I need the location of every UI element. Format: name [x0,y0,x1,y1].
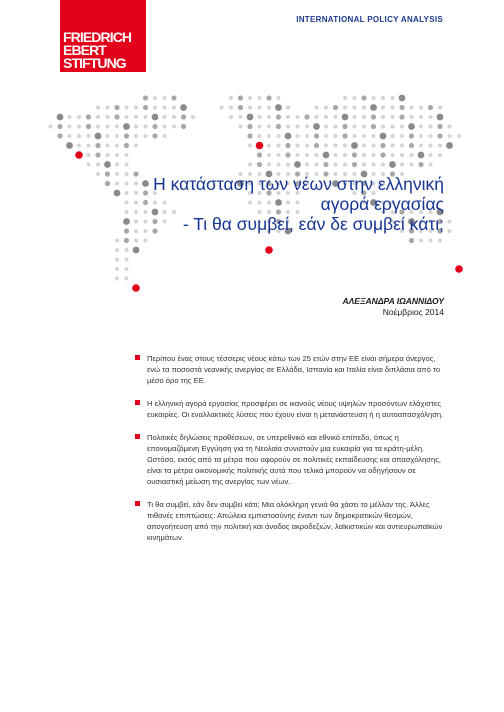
map-dot [334,134,338,138]
map-dot [372,144,376,148]
map-dot [362,125,366,129]
map-dot [77,115,81,119]
map-dot [171,95,176,100]
map-dot [153,96,157,100]
map-dot [248,106,252,110]
map-dot [313,123,320,130]
map-dot [68,115,72,119]
map-dot [381,106,385,110]
map-dot [448,125,452,129]
map-dot [381,115,385,119]
map-dot [429,134,433,138]
map-dot [124,133,129,138]
map-dot [362,134,366,138]
bullet-square-icon [135,501,140,506]
map-dot [362,144,366,148]
map-dot [123,123,130,130]
map-dot [125,267,129,271]
map-dot [87,134,91,138]
map-dot [410,106,414,110]
map-dot [362,115,366,119]
map-dot [247,114,254,121]
map-dot [95,152,100,157]
map-dot [352,162,357,167]
map-dot [286,115,290,119]
map-dot [418,152,425,159]
map-dot [399,105,404,110]
map-dot [238,105,243,110]
map-dot [343,106,347,110]
map-dot [438,239,442,243]
map-dot [134,115,138,119]
map-dot [410,115,414,119]
map-dot [448,220,452,224]
map-dot [296,115,300,119]
map-dot [115,248,119,252]
map-dot [380,152,385,157]
map-dot [229,106,233,110]
map-dot [77,144,81,148]
map-dot [391,125,395,129]
map-dot [419,125,423,129]
map-dot [446,142,453,149]
map-dot [305,144,309,148]
map-dot [267,134,271,138]
map-dot [334,153,338,157]
map-dot [305,125,309,129]
map-dot [362,106,366,110]
map-dot [381,125,385,129]
map-dot [391,153,395,157]
title-line-2: αγορά εργασίας [320,194,444,214]
map-dot [400,134,404,138]
title-line-3: - Τι θα συμβεί, εάν δε συμβεί κάτι; [182,214,444,234]
map-dot [238,95,243,100]
map-dot [342,133,347,138]
map-highlight-dot [132,284,140,292]
fes-logo [60,0,146,72]
map-dot [353,115,357,119]
map-dot [343,144,347,148]
map-dot [277,163,281,167]
map-dot [362,163,366,167]
map-dot [266,95,271,100]
map-dot [87,144,91,148]
list-item: Πολιτικές δηλώσεις προθέσεων, σε υπερεθνικό και εθνικό επίπεδο, όπως η επονομαζόμενη Εγγύηση για τη Νεολαία συνιστούν μια ευκαιρία για τα κράτη-μέλη. Ωστόσο, εκτός από τα μέτρα που αφορούν σε πολιτικές εκπαίδευσης και απασχόλησης, είναι τα μέτρα οικονομικής πολιτικής αυτά που τελικά μπορούν να οδηγήσουν σε ουσιαστική μείωση της ανεργίας των νέων. [135,432,445,487]
map-dot [314,143,319,148]
map-dot [315,163,319,167]
map-dot [152,114,159,121]
map-dot [334,163,338,167]
map-dot [372,163,376,167]
map-dot [315,106,319,110]
map-dot [419,115,423,119]
map-dot [125,248,129,252]
map-dot [115,163,119,167]
map-dot [66,142,73,149]
map-dot [371,114,376,119]
map-dot [153,106,157,110]
map-dot [380,133,387,140]
map-dot [106,125,110,129]
map-dot [286,125,290,129]
map-dot [163,125,167,129]
map-dot [87,163,91,167]
map-dot [115,277,119,281]
map-dot [400,163,404,167]
map-dot [315,153,319,157]
map-dot [419,239,423,243]
map-dot [134,144,138,148]
map-dot [115,125,119,129]
fes-logo-text: FRIEDRICH EBERT STIFTUNG [63,29,132,71]
map-dot [106,153,110,157]
map-dot [324,144,328,148]
map-dot [343,96,347,100]
map-dot [351,142,358,149]
map-dot [448,134,452,138]
map-dot [115,267,119,271]
map-dot [296,134,300,138]
map-dot [229,115,233,119]
map-dot [125,115,129,119]
map-dot [172,115,176,119]
map-dot [408,123,415,130]
map-dot [315,115,319,119]
map-dot [258,115,262,119]
map-dot [305,134,309,138]
map-dot [334,144,338,148]
map-dot [314,133,319,138]
map-dot [409,238,414,243]
map-dot [258,96,262,100]
map-dot [163,115,167,119]
map-dot [419,106,423,110]
map-dot [380,143,385,148]
map-dot [134,239,138,243]
summary-bullets [135,353,445,555]
map-dot [248,96,252,100]
map-dot [429,153,433,157]
map-dot [276,114,281,119]
map-dot [399,114,404,119]
map-dot [247,124,252,129]
map-dot [400,153,404,157]
map-dot [334,125,338,129]
map-dot [429,239,433,243]
map-dot [144,134,148,138]
map-dot [115,134,119,138]
map-dot [96,115,100,119]
map-dot [361,95,366,100]
map-dot [152,124,157,129]
map-dot [248,144,252,148]
map-dot [343,153,347,157]
map-dot [323,152,330,159]
map-dot [391,144,395,148]
map-dot [409,133,414,138]
map-dot [286,163,290,167]
map-dot [144,125,148,129]
map-dot [324,134,328,138]
map-dot [191,115,195,119]
map-dot [372,134,376,138]
map-dot [419,134,423,138]
map-dot [399,95,406,102]
map-dot [438,144,442,148]
map-dot [220,106,224,110]
map-dot [247,133,252,138]
map-highlight-dot [75,151,83,159]
map-dot [133,247,140,254]
map-dot [114,105,119,110]
map-dot [304,114,309,119]
map-dot [429,115,433,119]
map-dot [134,125,138,129]
map-highlight-dot [256,142,264,150]
map-dot [391,134,395,138]
map-dot [114,114,119,119]
map-dot [277,134,281,138]
map-dot [275,104,282,111]
map-dot [106,106,110,110]
map-dot [144,239,148,243]
map-dot [115,258,119,262]
map-dot [257,152,262,157]
map-dot [106,115,110,119]
map-dot [181,114,186,119]
map-dot [115,144,119,148]
map-dot [352,152,357,157]
map-dot [96,163,100,167]
map-dot [77,125,81,129]
map-dot [180,104,187,111]
map-dot [143,95,148,100]
map-dot [172,125,176,129]
map-dot [87,153,91,157]
map-dot [68,125,72,129]
map-dot [124,238,129,243]
map-dot [333,105,338,110]
map-dot [362,153,366,157]
map-dot [125,106,129,110]
map-dot [239,115,243,119]
map-dot [381,163,385,167]
map-dot [334,115,338,119]
map-dot [267,115,271,119]
map-dot [353,106,357,110]
map-dot [409,143,414,148]
map-dot [125,258,129,262]
map-dot [267,163,271,167]
map-dot [353,125,357,129]
map-dot [106,144,110,148]
bullet-square-icon [135,400,140,405]
map-dot [410,163,414,167]
map-dot [57,133,62,138]
map-dot [106,134,110,138]
bullet-square-icon [135,434,140,439]
series-label: INTERNATIONAL POLICY ANALYSIS [296,15,443,24]
map-dot [371,124,376,129]
map-dot [324,115,328,119]
map-dot [267,106,271,110]
map-dot [389,161,396,168]
map-dot [104,161,111,168]
map-dot [343,163,347,167]
map-dot [418,162,423,167]
map-dot [96,125,100,129]
map-dot [342,114,349,121]
map-dot [163,96,167,100]
list-item: Η ελληνική αγορά εργασίας προσφέρει σε ικανούς νέους υψηλών προσόντων ελάχιστες ευκαιρίες. Οι εναλλακτικές λύσεις που έχουν είναι η μετανάστευση ή η αυτοαπασχόληση. [135,398,445,420]
map-dot [229,96,233,100]
map-dot [57,114,64,121]
map-dot [267,153,271,157]
map-highlight-dot [455,265,463,273]
map-dot [400,144,404,148]
map-dot [57,124,62,129]
map-dot [429,144,433,148]
map-dot [125,277,129,281]
map-dot [296,144,300,148]
map-dot [448,229,452,233]
map-dot [437,133,442,138]
map-dot [95,133,102,140]
map-dot [285,133,292,140]
map-dot [152,133,157,138]
map-dot [353,96,357,100]
map-dot [342,124,347,129]
map-dot [277,144,281,148]
map-dot [95,143,100,148]
map-dot [419,144,423,148]
map-dot [457,134,461,138]
map-dot [181,124,186,129]
map-dot [391,115,395,119]
map-dot [429,125,433,129]
map-dot [391,96,395,100]
map-dot [68,134,72,138]
list-item: Τι θα συμβεί, εάν δεν συμβεί κάτι; Μια ολόκληρη γενιά θα χάσει το μέλλον της. Άλλες πιθανές επιπτώσεις: Απώλεια εμπιστοσύνης έναντι των δημοκρατικών θεσμών, απογοήτευση από την πολιτική και άνοδος ακροδεξιών, λαϊκιστικών και αντιευρωπαϊκών κινημάτων. [135,499,445,543]
map-dot [172,106,176,110]
map-dot [125,163,129,167]
map-dot [277,153,281,157]
map-dot [410,153,414,157]
document-title [44,174,444,234]
map-dot [438,153,442,157]
map-dot [258,106,262,110]
map-dot [143,105,148,110]
map-dot [134,134,138,138]
map-dot [125,153,129,157]
map-dot [115,239,119,243]
map-dot [248,163,252,167]
map-dot [323,162,328,167]
map-dot [257,162,262,167]
map-dot [239,125,243,129]
map-dot [400,125,404,129]
map-dot [285,143,290,148]
map-highlight-dot [265,246,273,254]
list-item: Περίπου ένας στους τέσσερις νέους κάτω των 25 ετών στην ΕΕ είναι σήμερα άνεργος, ενώ τα ποσοστά νεανικής ανεργίας σε Ελλάδα, Ισπανία και Ιταλία είναι διπλάσια από το μέσο όρο της ΕΕ. [135,353,445,386]
map-dot [286,106,290,110]
map-dot [296,125,300,129]
map-dot [115,153,119,157]
map-dot [305,163,309,167]
map-dot [285,152,290,157]
map-dot [86,114,91,119]
publication-date: Νοέμβριος 2014 [382,307,444,317]
map-dot [144,115,148,119]
map-dot [294,161,301,168]
map-dot [77,134,81,138]
map-dot [267,125,271,129]
map-dot [277,96,281,100]
title-line-1: Η κατάσταση των νέων στην ελληνική [153,174,444,194]
author-block [342,296,444,318]
map-dot [163,134,167,138]
map-dot [305,153,309,157]
map-dot [96,106,100,110]
map-dot [381,96,385,100]
map-dot [86,124,91,129]
map-dot [370,104,377,111]
map-dot [267,144,271,148]
bullet-square-icon [135,355,140,360]
map-dot [324,106,328,110]
map-dot [296,153,300,157]
map-dot [437,114,444,121]
map-dot [437,124,442,129]
map-dot [372,96,376,100]
map-dot [134,106,138,110]
map-dot [372,153,376,157]
map-dot [258,125,262,129]
map-dot [391,106,395,110]
map-dot [124,143,129,148]
author-name: ΑΛΕΞΑΝΔΡΑ ΙΩΑΝΝΙΔΟΥ [342,296,444,306]
map-dot [324,125,328,129]
map-dot [428,105,433,110]
map-dot [276,124,281,129]
map-dot [429,163,433,167]
map-dot [353,134,357,138]
map-dot [163,106,167,110]
map-dot [49,125,53,129]
map-dot [258,134,262,138]
map-dot [438,106,442,110]
